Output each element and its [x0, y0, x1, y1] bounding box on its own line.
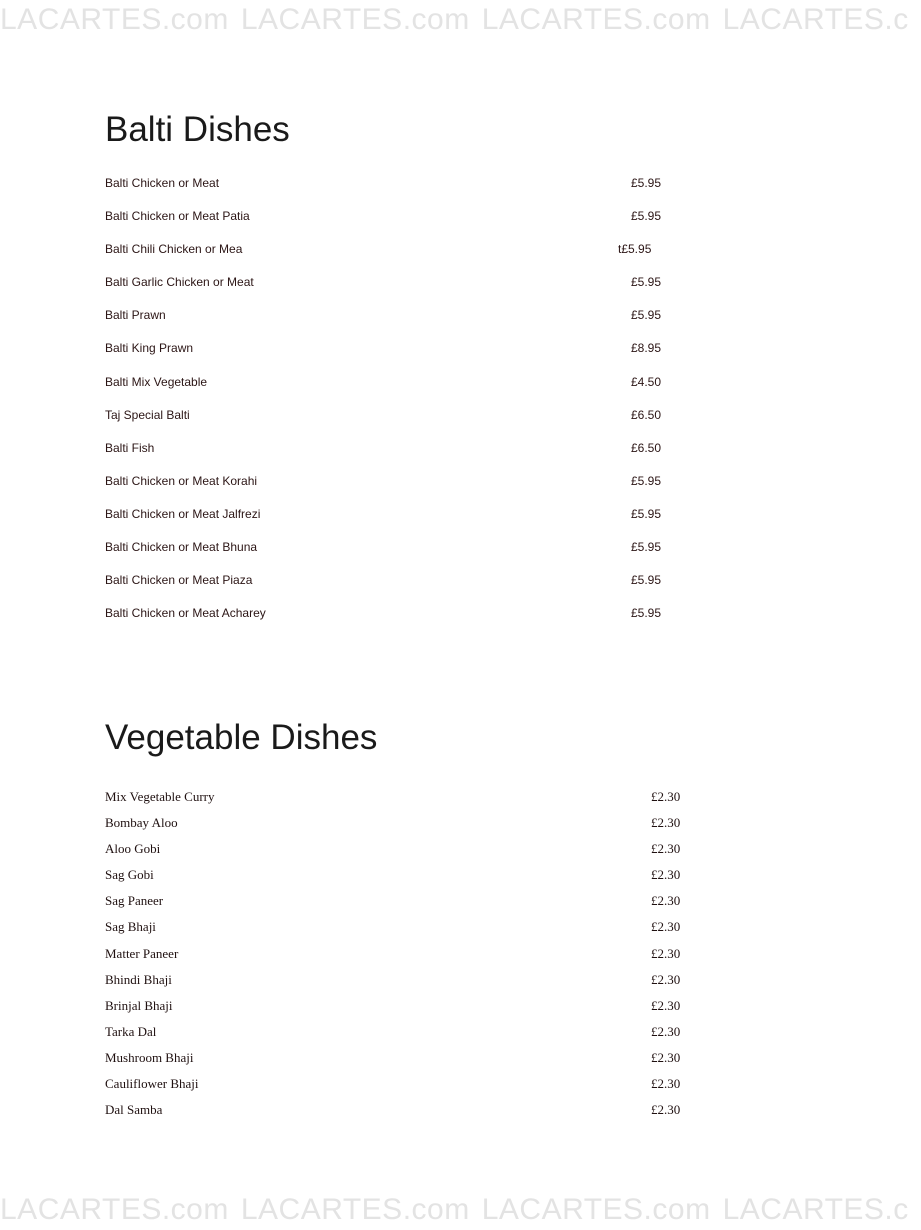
menu-item-name: Mix Vegetable Curry: [105, 789, 215, 804]
menu-item-price: £2.30: [651, 789, 681, 804]
menu-item-name: Balti Chicken or Meat Piaza: [105, 573, 253, 588]
menu-item-name: Balti Garlic Chicken or Meat: [105, 275, 254, 290]
menu-item-name: Sag Bhaji: [105, 919, 156, 935]
menu-item-name: Brinjal Bhaji: [105, 997, 173, 1013]
menu-item: [105, 918, 705, 944]
menu-item-name: Balti Chicken or Meat Acharey: [105, 606, 266, 621]
menu-item-price: £2.30: [651, 893, 681, 909]
menu-item-name: Taj Special Balti: [105, 407, 190, 422]
menu-item: [105, 306, 705, 339]
menu-item-price: £5.95: [631, 176, 662, 190]
menu-item-price: £4.50: [631, 374, 662, 389]
menu-item-name: Balti Chicken or Meat Bhuna: [105, 540, 258, 555]
menu-item-name: Cauliflower Bhaji: [105, 1076, 199, 1092]
watermark-text: LACARTES.c: [722, 3, 909, 36]
menu-item: [105, 472, 705, 505]
menu-item-price: £2.30: [651, 1023, 681, 1039]
vegetable-section-title: Vegetable Dishes: [105, 718, 378, 757]
menu-item: [105, 788, 705, 814]
menu-item: [105, 1101, 705, 1127]
menu-item: [105, 1075, 705, 1101]
menu-item: [105, 571, 705, 604]
watermark-text: LACARTES.com: [481, 3, 711, 36]
balti-section-title: Balti Dishes: [105, 110, 290, 149]
menu-item-name: Dal Samba: [105, 1102, 163, 1118]
menu-item-name: Sag Paneer: [105, 893, 164, 909]
menu-item-name: Aloo Gobi: [105, 841, 161, 857]
menu-item-name: Balti Prawn: [105, 308, 166, 323]
menu-item-price: £2.30: [651, 867, 681, 883]
menu-item: [105, 814, 705, 840]
menu-item-name: Balti Fish: [105, 440, 155, 455]
watermark-text: LACARTES.com: [0, 3, 229, 36]
menu-item-price: £6.50: [631, 407, 662, 422]
menu-item-price: £2.30: [651, 971, 681, 987]
menu-item-name: Balti Chicken or Meat: [105, 176, 220, 190]
watermark-text: LACARTES.com: [481, 1193, 711, 1226]
menu-item: [105, 892, 705, 918]
menu-item: [105, 373, 705, 406]
watermark-text: LACARTES.com: [0, 1193, 229, 1226]
menu-item-price: £2.30: [651, 815, 681, 831]
menu-item-price: £2.30: [651, 997, 681, 1013]
watermark-text: LACARTES.com: [240, 3, 470, 36]
menu-item-price: £5.95: [631, 606, 662, 621]
menu-item: [105, 1023, 705, 1049]
menu-item: [105, 840, 705, 866]
menu-item-price: £5.95: [631, 473, 662, 488]
menu-item-price: £5.95: [631, 275, 662, 290]
menu-item-name: Bombay Aloo: [105, 815, 178, 831]
menu-item-name: Balti Chicken or Meat Jalfrezi: [105, 506, 261, 521]
watermark-text: LACARTES.c: [722, 1193, 909, 1226]
watermark-bottom: [0, 1192, 909, 1228]
menu-item-name: Balti Mix Vegetable: [105, 374, 208, 389]
menu-item-price: £5.95: [631, 308, 662, 323]
menu-item-price: £6.50: [631, 440, 662, 455]
menu-item-price: t£5.95: [618, 242, 652, 257]
menu-item: [105, 406, 705, 439]
menu-item: [105, 174, 705, 207]
menu-item-price: £2.30: [651, 1076, 681, 1092]
menu-item: [105, 997, 705, 1023]
menu-item: [105, 945, 705, 971]
menu-item: [105, 538, 705, 571]
menu-item-name: Balti Chicken or Meat Korahi: [105, 473, 258, 488]
menu-item: [105, 866, 705, 892]
menu-item-price: £5.95: [631, 540, 662, 555]
menu-item: [105, 971, 705, 997]
menu-item: [105, 207, 705, 240]
menu-item: [105, 1049, 705, 1075]
menu-item-price: £5.95: [631, 573, 662, 588]
menu-item: [105, 273, 705, 306]
menu-item-name: Tarka Dal: [105, 1023, 157, 1039]
menu-item-price: £8.95: [631, 341, 662, 356]
menu-item-name: Mushroom Bhaji: [105, 1049, 194, 1065]
menu-item-price: £5.95: [631, 209, 662, 224]
menu-item-price: £5.95: [631, 506, 662, 521]
menu-item-name: Balti Chicken or Meat Patia: [105, 209, 250, 224]
balti-menu-list: [105, 174, 705, 637]
vegetable-menu-list: [105, 788, 705, 1127]
menu-item-price: £2.30: [651, 919, 681, 935]
menu-item-name: Balti King Prawn: [105, 341, 194, 356]
watermark-text: LACARTES.com: [240, 1193, 470, 1226]
menu-item-name: Balti Chili Chicken or Mea: [105, 242, 243, 257]
menu-item-price: £2.30: [651, 1049, 681, 1065]
menu-item: [105, 439, 705, 472]
menu-item: [105, 604, 705, 637]
menu-item-name: Matter Paneer: [105, 945, 179, 961]
menu-item-price: £2.30: [651, 1102, 681, 1118]
watermark-top: [0, 2, 909, 38]
menu-item: [105, 240, 705, 273]
menu-item-price: £2.30: [651, 841, 681, 857]
menu-item-name: Bhindi Bhaji: [105, 971, 172, 987]
menu-item: [105, 339, 705, 372]
menu-item: [105, 505, 705, 538]
menu-item-name: Sag Gobi: [105, 867, 154, 883]
menu-item-price: £2.30: [651, 945, 681, 961]
